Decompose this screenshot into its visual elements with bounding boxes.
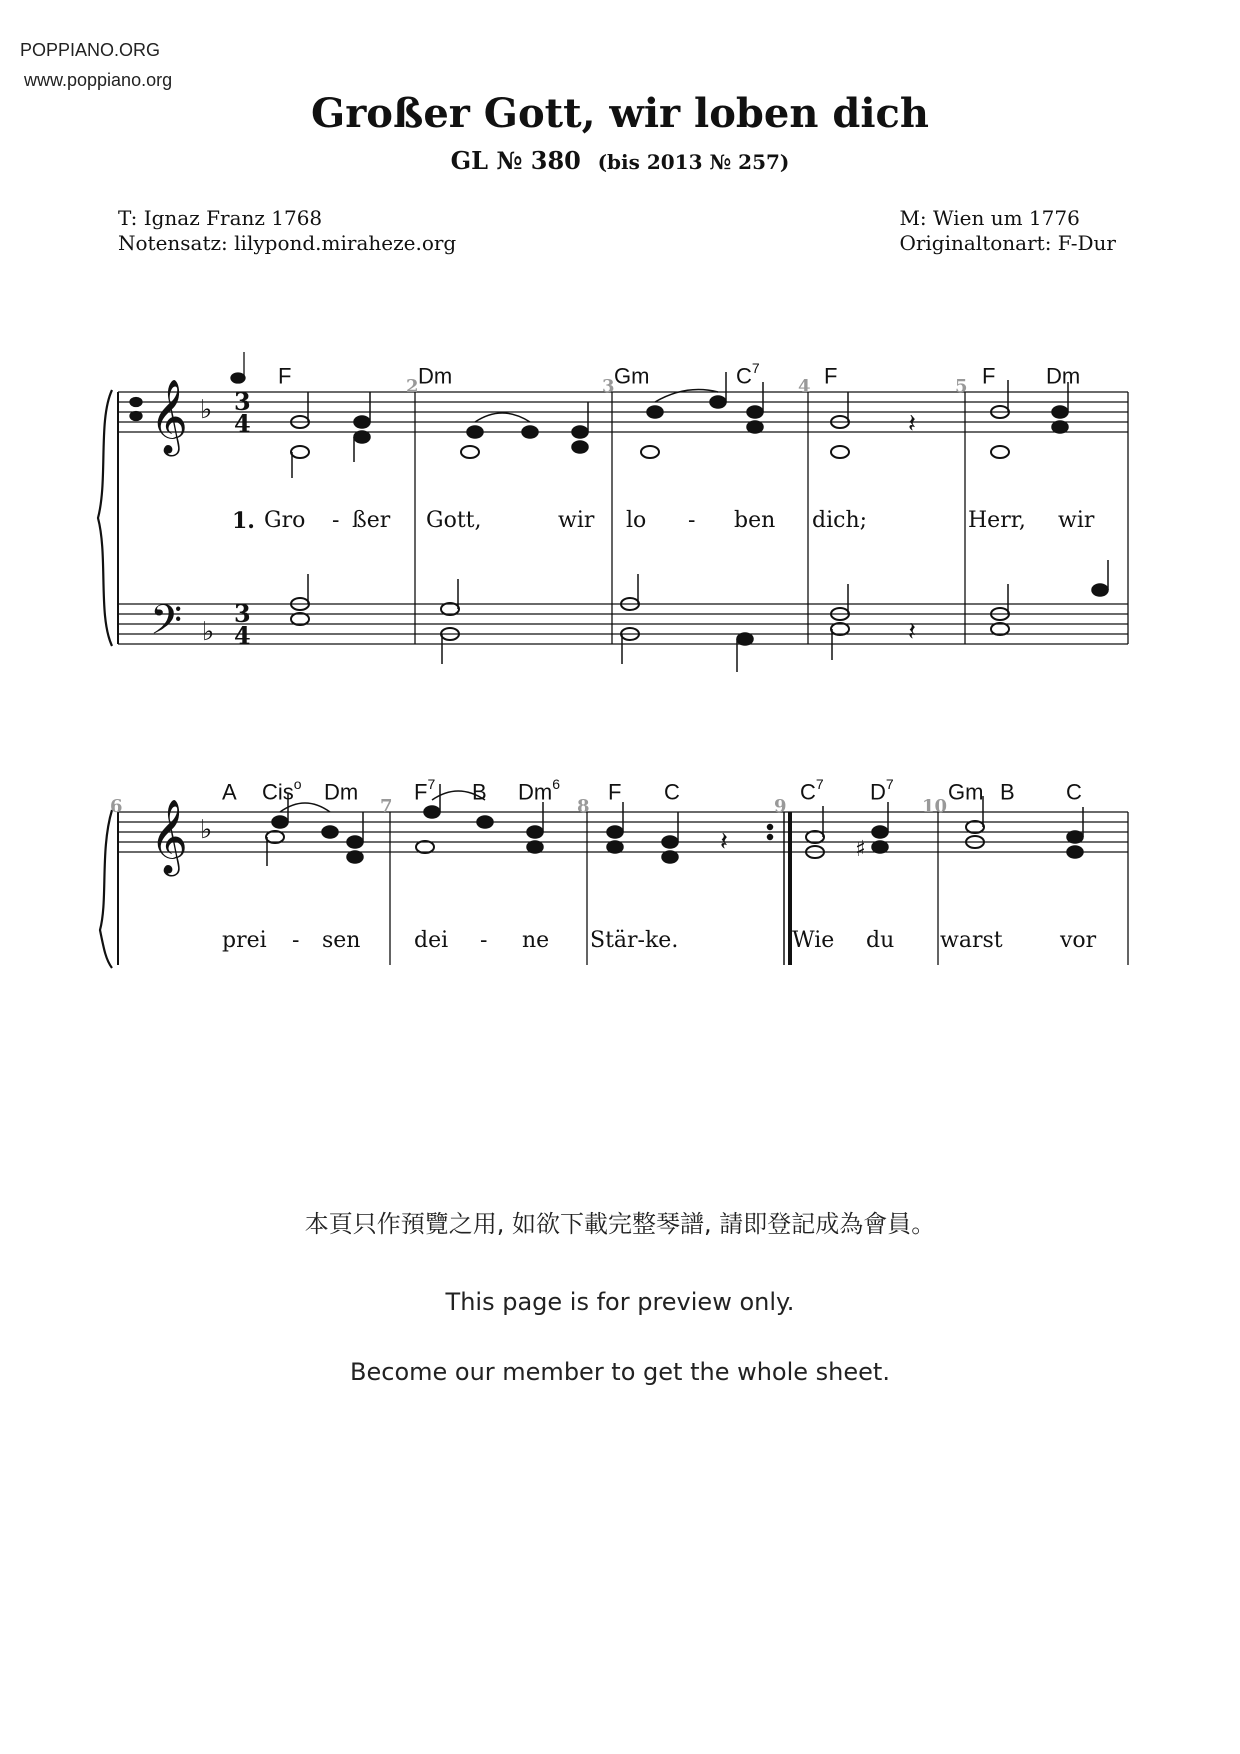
lyric-syllable: Gott, [426,508,482,533]
measure-number: 5 [955,376,968,397]
svg-text:𝄞: 𝄞 [150,800,188,874]
lyric-syllable: sen [322,928,361,953]
svg-text:4: 4 [234,621,251,650]
lyric-syllable: ßer [352,508,391,533]
measure-number: 3 [602,376,615,397]
key-credit: Originaltonart: F-Dur [899,231,1116,255]
chord-symbol: $C^7$ [800,776,824,805]
lyric-syllable: ben [734,508,776,533]
lyric-syllable: Herr, [968,508,1026,533]
chord-symbol: F [982,363,996,389]
treble-staff-1 [118,392,1128,432]
measure-number: 8 [577,796,590,817]
site-name: POPPIANO.ORG [20,40,161,60]
chord-symbol: Cis$^o$ [262,776,302,805]
chord-symbol: B [472,779,487,805]
page-title: Großer Gott, wir loben dich [311,90,929,137]
measure-number: 7 [380,796,393,817]
lyric-syllable: vor [1060,928,1097,953]
chord-symbol: Dm [324,779,359,805]
lyric-syllable: wir [558,508,595,533]
lyric-syllable: warst [940,928,1003,953]
chord-symbol: Dm [1046,363,1081,389]
hymn-number: GL № 380 [450,146,581,175]
chord-symbol: C [1066,779,1082,805]
hymn-number-old: (bis 2013 № 257) [597,150,790,174]
lyric-syllable: Gro [264,508,306,533]
chord-symbol: B [1000,779,1015,805]
lyric-hyphen: - [292,928,300,953]
chord-symbol: $C^7$ [736,360,760,389]
svg-text:𝄽: 𝄽 [720,827,728,857]
preview-notice: This page is for preview only. [445,1288,795,1316]
membership-notice: Become our member to get the whole sheet. [350,1358,890,1386]
chord-symbol: Dm$^6$ [518,776,561,805]
chord-symbol: $D^7$ [870,776,894,805]
svg-text:3: 3 [234,387,251,416]
music-credit: M: Wien um 1776 [899,206,1080,230]
treble-clef-icon: 𝄞 [150,380,188,454]
svg-text:𝄽: 𝄽 [908,617,916,647]
svg-text:♭: ♭ [200,815,213,845]
lyric-hyphen: - [688,508,696,533]
chord-symbol: Gm [614,363,650,389]
lyric-syllable: dich; [812,508,868,533]
chord-symbol: F [608,779,622,805]
lyric-syllable: prei [222,928,267,953]
lyric-syllable: lo [626,508,647,533]
chord-symbol: Gm [948,779,984,805]
lyric-hyphen: - [332,508,340,533]
chord-symbol: F [278,363,292,389]
preview-notice-chinese: 本頁只作預覽之用, 如欲下載完整琴譜, 請即登記成為會員。 [304,1210,936,1238]
svg-text:𝄽: 𝄽 [908,409,916,439]
lyric-syllable: Stär-ke. [590,928,679,953]
measure-number: 9 [774,796,787,817]
measure-number: 6 [110,796,123,817]
svg-text:3: 3 [234,599,251,628]
lyric-syllable: Wie [792,928,835,953]
measure-number: 2 [406,376,419,397]
bass-clef-icon: 𝄢 [150,596,183,654]
chord-symbol: Dm [418,363,453,389]
lyric-syllable: du [866,928,895,953]
verse-number: 1. [232,508,255,534]
svg-text:♯: ♯ [855,837,866,862]
lyric-hyphen: - [480,928,488,953]
site-url[interactable]: www.poppiano.org [24,70,173,90]
measure-number: 10 [922,796,948,817]
lyric-syllable: dei [414,928,449,953]
svg-text:4: 4 [234,409,251,438]
text-credit: T: Ignaz Franz 1768 [118,206,323,230]
chord-symbol: F [824,363,838,389]
measure-number: 4 [798,376,811,397]
lyric-syllable: ne [522,928,550,953]
chord-symbol: C [664,779,680,805]
lyric-syllable: wir [1058,508,1095,533]
engraving-credit: Notensatz: lilypond.miraheze.org [118,231,457,255]
chord-symbol: A [222,779,237,805]
flat-key-icon: ♭ [200,395,213,425]
chord-symbol: $F^7$ [414,776,436,805]
svg-text:♭: ♭ [202,617,215,647]
